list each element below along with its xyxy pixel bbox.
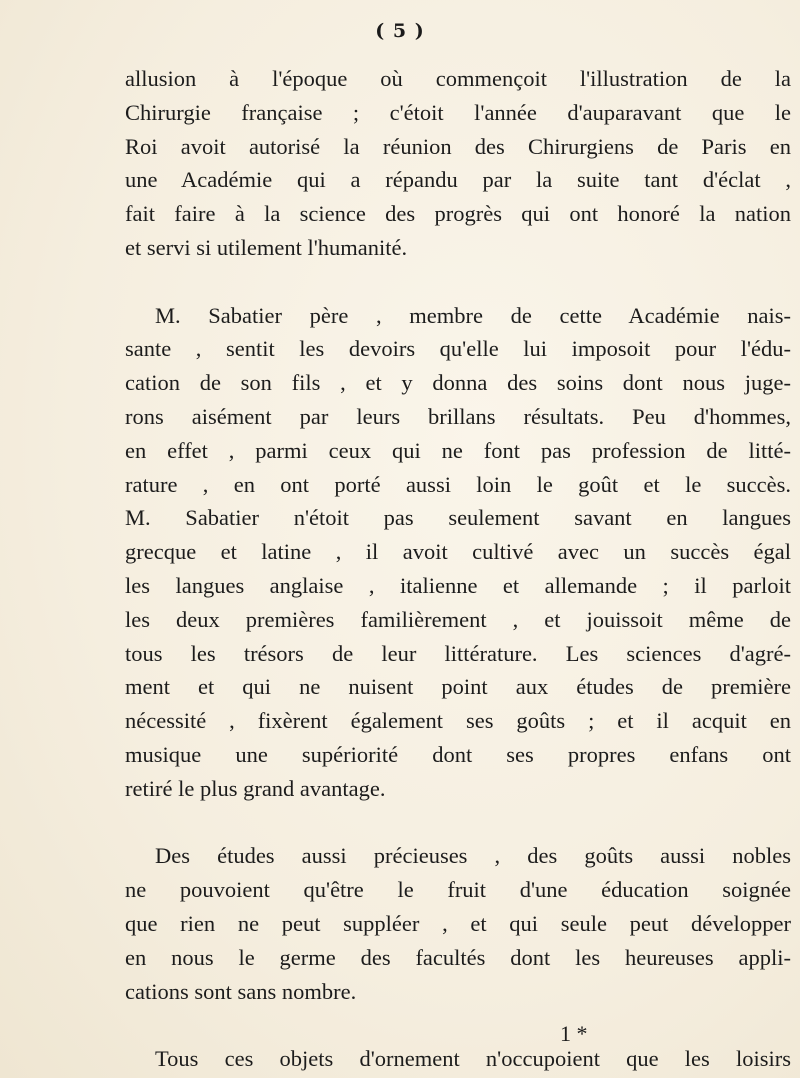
text-line: cation de son fils , et y donna des soins dont nous juge-: [125, 370, 791, 396]
text-line: ment et qui ne nuisent point aux études de première: [125, 674, 791, 700]
text-line: et servi si utilement l'humanité.: [125, 234, 408, 260]
text-line: retiré le plus grand avantage.: [125, 775, 386, 801]
text-line: musique une supériorité dont ses propres enfans ont: [125, 741, 791, 767]
paragraph-gap: [125, 1008, 791, 1042]
paragraph-gap: [125, 265, 791, 299]
text-line: allusion à l'époque où commençoit l'illustration de la: [125, 66, 791, 91]
text-line: Tous ces objets d'ornement n'occupoient que les loisirs: [155, 1046, 791, 1072]
text-line: M. Sabatier père , membre de cette Académie nais-: [155, 302, 791, 328]
text-line: Des études aussi précieuses , des goûts aussi nobles: [155, 843, 791, 869]
text-line: grecque et latine , il avoit cultivé avec un succès égal: [125, 539, 791, 565]
text-line: tous les trésors de leur littérature. Les sciences d'agré-: [125, 640, 791, 666]
paragraph-1: [125, 62, 791, 265]
text-line: une Académie qui a répandu par la suite tant d'éclat ,: [125, 167, 791, 193]
paragraph-3: [125, 839, 791, 1008]
text-line: M. Sabatier n'étoit pas seulement savant en langues: [125, 505, 791, 531]
page-number: ( 5 ): [375, 20, 425, 42]
signature-mark: 1 *: [560, 1021, 588, 1046]
text-line: sante , sentit les devoirs qu'elle lui imposoit pour l'édu-: [125, 336, 791, 362]
paragraph-4: [125, 1042, 791, 1076]
text-line: Roi avoit autorisé la réunion des Chirurgiens de Paris en: [125, 133, 791, 159]
text-line: rature , en ont porté aussi loin le goût et le succès.: [125, 471, 791, 497]
paragraph-2: [125, 299, 791, 806]
text-line: nécessité , fixèrent également ses goûts ; et il acquit en: [125, 708, 791, 734]
text-line: cations sont sans nombre.: [125, 978, 357, 1004]
paragraph-gap: [125, 806, 791, 840]
text-line: en effet , parmi ceux qui ne font pas profession de litté-: [125, 437, 791, 463]
text-line: Chirurgie française ; c'étoit l'année d'auparavant que le: [125, 99, 791, 125]
text-line: rons aisément par leurs brillans résultats. Peu d'hommes,: [125, 403, 791, 429]
text-line: fait faire à la science des progrès qui ont honoré la nation: [125, 201, 791, 227]
text-line: que rien ne peut suppléer , et qui seule peut développer: [125, 910, 791, 936]
body-text: [125, 62, 791, 1076]
text-line: en nous le germe des facultés dont les heureuses appli-: [125, 944, 791, 970]
text-line: les deux premières familièrement , et jouissoit même de: [125, 606, 791, 632]
text-line: les langues anglaise , italienne et allemande ; il parloit: [125, 572, 791, 598]
text-line: ne pouvoient qu'être le fruit d'une éducation soignée: [125, 877, 791, 903]
